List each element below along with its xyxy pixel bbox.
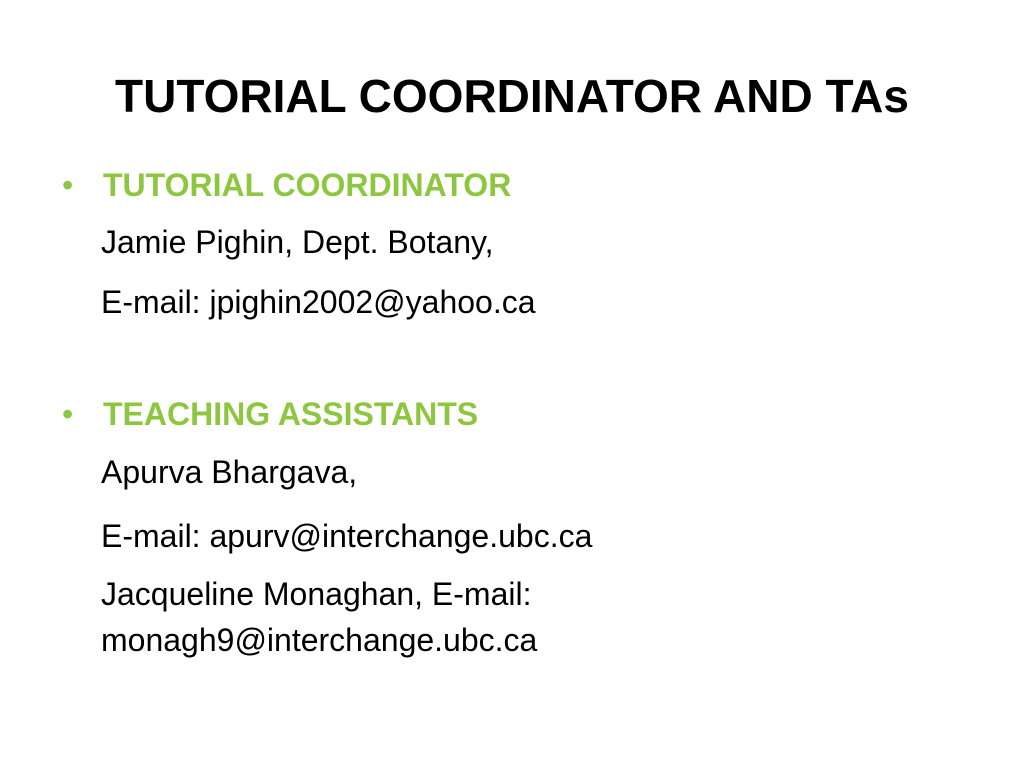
ta2-email-line: monagh9@interchange.ubc.ca <box>101 622 538 658</box>
bullet-icon: • <box>62 167 74 203</box>
ta2-name-line: Jacqueline Monaghan, E-mail: <box>101 576 532 612</box>
coordinator-email: E-mail: jpighin2002@yahoo.ca <box>101 284 536 320</box>
bullet-icon: • <box>62 396 74 432</box>
ta1-name: Apurva Bhargava, <box>101 454 358 490</box>
slide-title: TUTORIAL COORDINATOR AND TAs <box>115 70 909 122</box>
tutorial-coordinator-heading: TUTORIAL COORDINATOR <box>103 167 512 203</box>
coordinator-name: Jamie Pighin, Dept. Botany, <box>101 224 494 260</box>
ta1-email: E-mail: apurv@interchange.ubc.ca <box>101 518 593 554</box>
teaching-assistants-heading: TEACHING ASSISTANTS <box>103 396 479 432</box>
